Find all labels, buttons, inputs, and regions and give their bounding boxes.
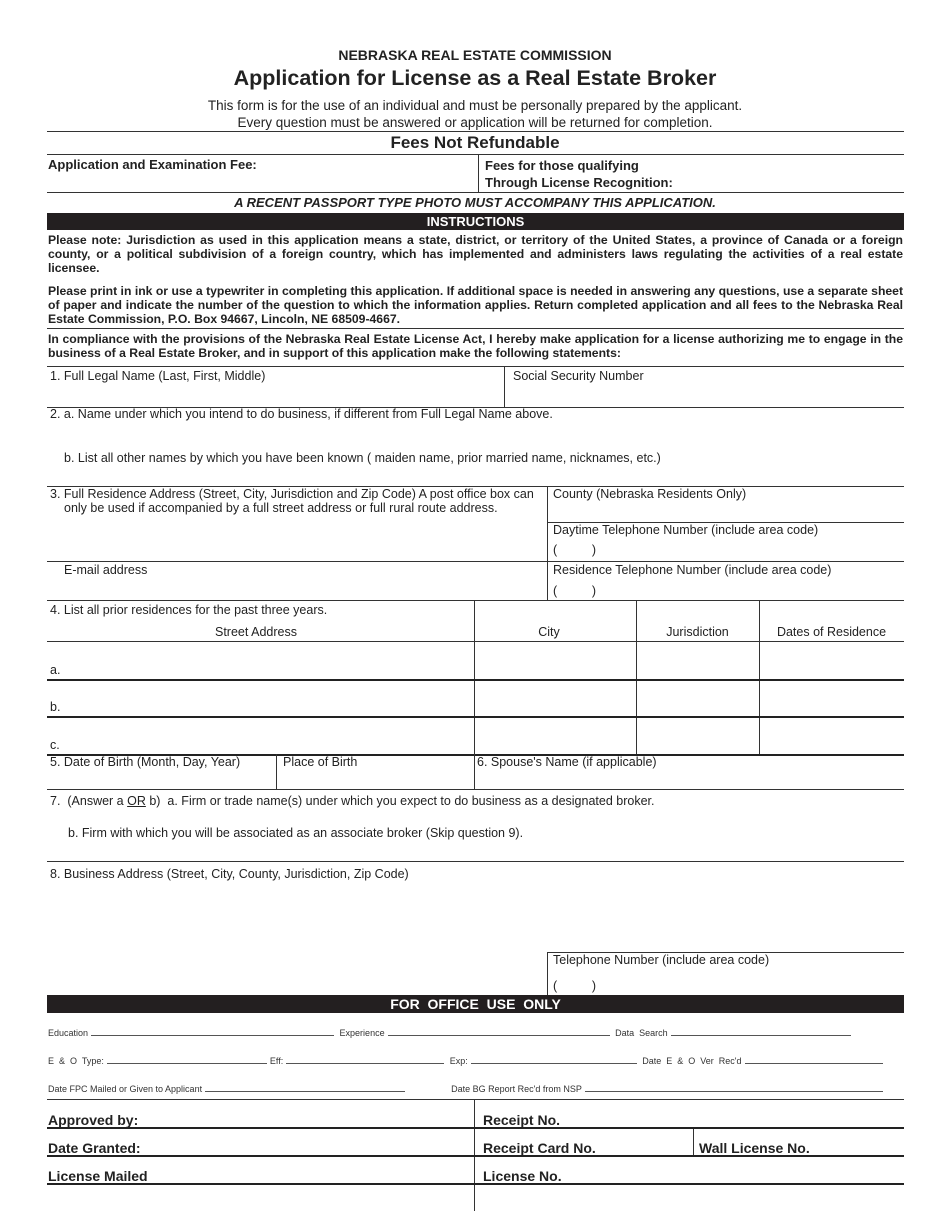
- business-name-label: 2. a. Name under which you intend to do business, if different from Full Legal Name above.: [50, 407, 553, 421]
- divider: [47, 561, 904, 562]
- daytime-phone-label: Daytime Telephone Number (include area code): [553, 523, 819, 537]
- data-search-label: Data Search: [615, 1028, 668, 1038]
- q7-or: OR: [127, 794, 146, 808]
- divider: [47, 328, 904, 329]
- divider: [474, 754, 475, 789]
- office-use-heading: FOR OFFICE USE ONLY: [47, 995, 904, 1013]
- divider: [478, 154, 479, 192]
- associate-firm-label: b. Firm with which you will be associated as an associate broker (Skip question 9).: [68, 826, 524, 840]
- divider: [47, 1099, 904, 1100]
- col-jurisdiction: Jurisdiction: [666, 625, 729, 639]
- firm-name-label: [50, 794, 654, 808]
- office-row-3: [48, 1082, 903, 1094]
- office-row-1: [48, 1026, 903, 1038]
- spouse-name-label: 6. Spouse's Name (if applicable): [477, 755, 657, 769]
- eo-type-line: [107, 1054, 267, 1064]
- divider: [47, 679, 904, 681]
- divider: [547, 486, 548, 600]
- daytime-phone-area-code: ( ): [553, 543, 597, 557]
- divider: [47, 192, 904, 193]
- fees-heading: Fees Not Refundable: [390, 133, 560, 152]
- col-dates-of-residence: Dates of Residence: [776, 625, 887, 639]
- divider: [47, 1127, 904, 1129]
- recognition-fee-label: [485, 157, 673, 191]
- education-line: [91, 1026, 334, 1036]
- experience-label: Experience: [339, 1028, 385, 1038]
- instructions-heading: INSTRUCTIONS: [47, 213, 904, 230]
- col-street-address: Street Address: [215, 625, 297, 639]
- divider: [47, 716, 904, 718]
- recognition-fee-line-1: Fees for those qualifying: [485, 158, 639, 173]
- commission-name: NEBRASKA REAL ESTATE COMMISSION: [338, 47, 612, 63]
- wall-license-no-label: Wall License No.: [699, 1140, 810, 1156]
- ssn-label: Social Security Number: [513, 369, 644, 383]
- place-of-birth-label: Place of Birth: [283, 755, 358, 769]
- divider: [47, 1155, 904, 1157]
- divider: [47, 154, 904, 155]
- residence-phone-area-code: ( ): [553, 584, 597, 598]
- photo-notice: A RECENT PASSPORT TYPE PHOTO MUST ACCOMPANY THIS APPLICATION.: [234, 195, 716, 210]
- divider: [47, 600, 904, 601]
- full-legal-name-label: 1. Full Legal Name (Last, First, Middle): [50, 369, 266, 383]
- experience-line: [388, 1026, 610, 1036]
- email-label: E-mail address: [64, 563, 148, 577]
- residence-address-label: [50, 487, 534, 515]
- eff-line: [286, 1054, 444, 1064]
- education-label: Education: [48, 1028, 89, 1038]
- receipt-card-no-label: Receipt Card No.: [483, 1140, 596, 1156]
- eo-ver-line: [745, 1054, 883, 1064]
- business-address-label: 8. Business Address (Street, City, County, Jurisdiction, Zip Code): [50, 867, 409, 881]
- residence-phone-label: Residence Telephone Number (include area code): [553, 563, 832, 577]
- print-instructions: Please print in ink or use a typewriter in completing this application. If additional space is needed in answering any questions, use a separate sheet of paper and indicate the number of the question to which the information applies. Return completed application and all fees to the Nebraska Real Estate Commission, P.O. Box 94667, Lincoln, NE 68509-4667.: [48, 284, 903, 326]
- prior-residences-label: 4. List all prior residences for the past three years.: [50, 603, 328, 617]
- divider: [47, 861, 904, 862]
- fpc-line: [205, 1082, 405, 1092]
- date-granted-label: Date Granted:: [48, 1140, 141, 1156]
- divider: [47, 641, 904, 642]
- business-phone-area-code: ( ): [553, 979, 597, 993]
- date-of-birth-label: 5. Date of Birth (Month, Day, Year): [50, 755, 241, 769]
- divider: [547, 952, 548, 995]
- data-search-line: [671, 1026, 851, 1036]
- divider: [636, 600, 637, 754]
- subtitle-line-1: This form is for the use of an individual and must be personally prepared by the applicant.: [207, 98, 743, 113]
- eo-type-label: E & O Type:: [48, 1056, 104, 1066]
- divider: [693, 1127, 694, 1155]
- receipt-no-label: Receipt No.: [483, 1112, 561, 1128]
- page-title: Application for License as a Real Estate Broker: [233, 66, 717, 90]
- application-fee-label: Application and Examination Fee:: [48, 157, 257, 172]
- residence-row-b: b.: [50, 700, 61, 714]
- eff-label: Eff:: [269, 1056, 284, 1066]
- bg-report-line: [585, 1082, 883, 1092]
- fpc-label: Date FPC Mailed or Given to Applicant: [48, 1084, 203, 1094]
- compliance-statement: In compliance with the provisions of the Nebraska Real Estate License Act, I hereby make application for a license authorizing me to engage in the business of a Real Estate Broker, and in support of this application make the following statements:: [48, 332, 903, 360]
- exp-label: Exp:: [449, 1056, 468, 1066]
- residence-address-line-1: 3. Full Residence Address (Street, City, Jurisdiction and Zip Code) A post office box can: [50, 487, 534, 501]
- license-no-label: License No.: [483, 1168, 562, 1184]
- divider: [504, 366, 505, 407]
- business-phone-label: Telephone Number (include area code): [553, 953, 770, 967]
- approved-by-label: Approved by:: [48, 1112, 139, 1128]
- q7-prefix: 7. (Answer a: [50, 794, 128, 808]
- divider: [276, 754, 277, 789]
- q7-suffix: b) a. Firm or trade name(s) under which you expect to do business as a designated broker.: [145, 794, 655, 808]
- residence-row-c: c.: [50, 738, 60, 752]
- office-row-2: [48, 1054, 903, 1066]
- divider: [47, 131, 904, 132]
- residence-row-a: a.: [50, 663, 61, 677]
- divider: [47, 789, 904, 790]
- other-names-label: b. List all other names by which you have been known ( maiden name, prior married name, nicknames, etc.): [64, 451, 661, 465]
- divider: [47, 366, 904, 367]
- divider: [759, 600, 760, 754]
- subtitle-line-2: Every question must be answered or application will be returned for completion.: [237, 115, 713, 130]
- recognition-fee-line-2: Through License Recognition:: [485, 175, 673, 190]
- residence-address-line-2: only be used if accompanied by a full street address or full rural route address.: [64, 501, 498, 515]
- bg-report-label: Date BG Report Rec'd from NSP: [451, 1084, 582, 1094]
- exp-line: [471, 1054, 637, 1064]
- divider: [47, 1183, 904, 1185]
- county-label: County (Nebraska Residents Only): [553, 487, 747, 501]
- license-mailed-label: License Mailed: [48, 1168, 148, 1184]
- col-city: City: [538, 625, 560, 639]
- divider: [474, 600, 475, 754]
- eo-ver-label: Date E & O Ver Rec'd: [642, 1056, 742, 1066]
- jurisdiction-note: Please note: Jurisdiction as used in this application means a state, district, or territory of the United States, a province of Canada or a foreign county, or a political subdivision of a foreign country, which has implemented and administers laws regulating the activities of a real estate licensee.: [48, 233, 903, 275]
